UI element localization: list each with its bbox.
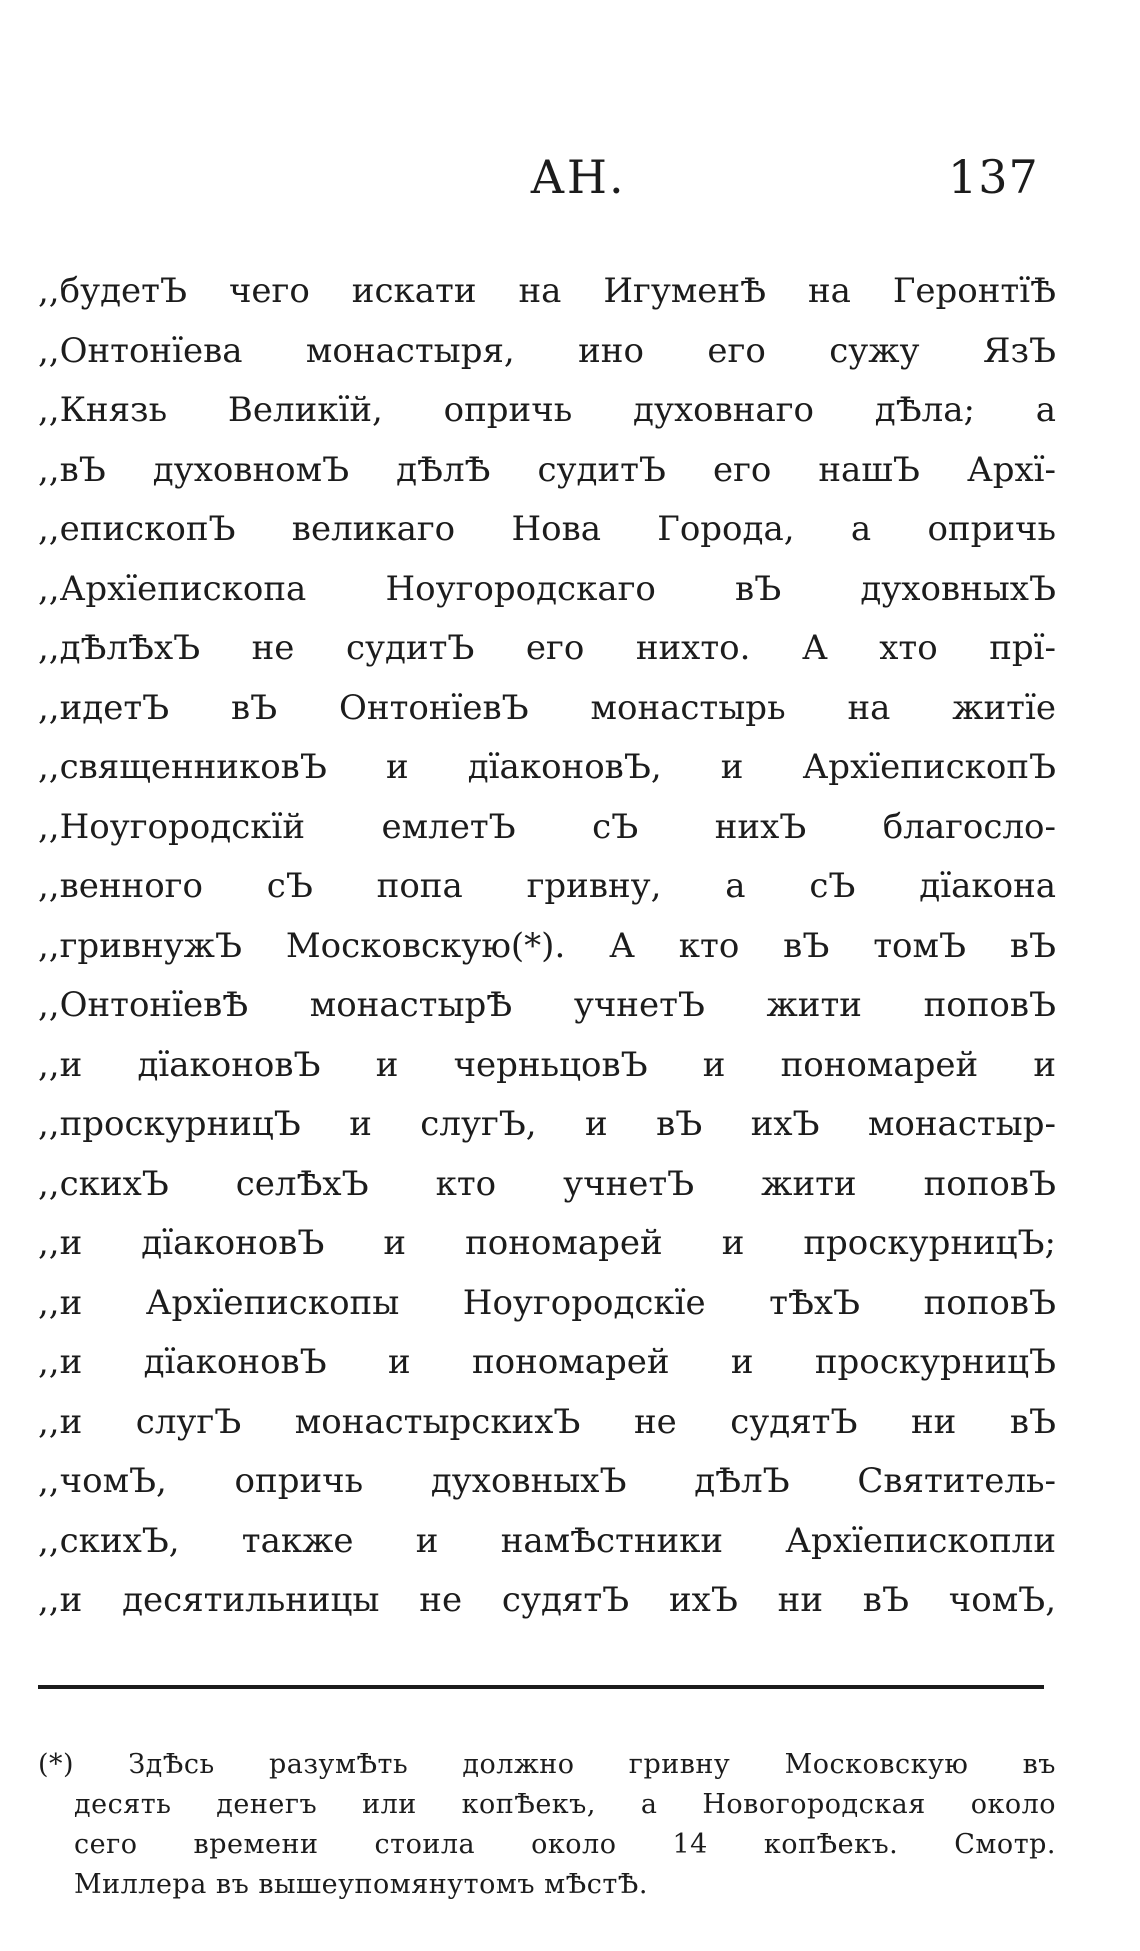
main-text	[38, 262, 1056, 1631]
running-header	[0, 150, 1140, 220]
footnote-separator-rule	[38, 1685, 1044, 1689]
text-line: ,,и слугЪ монастырскихЪ не судятЪ ни вЪ	[38, 1401, 1056, 1442]
text-line: ,,будетЪ чего искати на ИгуменѢ на ГеронтїѢ	[38, 271, 1056, 311]
page-number: 137	[948, 150, 1039, 204]
text-line: ,,Ноугородскїй емлетЪ сЪ нихЪ благосло-	[38, 806, 1056, 847]
text-line: ,,Князь Великїй, опричь духовнаго дѢла; а	[38, 390, 1056, 430]
text-line: ,,и дїаконовЪ и черньцовЪ и пономарей и	[38, 1044, 1056, 1085]
text-line: ,,и десятильницы не судятЪ ихЪ ни вЪ чомЪ,	[38, 1580, 1056, 1620]
text-line: ,,чомЪ, опричь духовныхЪ дѢлЪ Святитель-	[38, 1461, 1056, 1501]
footnote-line: сего времени стоила около 14 копѢекъ. Смотр.	[74, 1829, 1056, 1860]
text-line: ,,гривнужЪ Московскую(*). А кто вЪ томЪ вЪ	[38, 925, 1056, 966]
text-line: ,,и дїаконовЪ и пономарей и проскурницЪ;	[38, 1223, 1056, 1263]
text-line: ,,епископЪ великаго Нова Города, а опричь	[38, 509, 1056, 549]
text-line: ,,скихЪ селѢхЪ кто учнетЪ жити поповЪ	[38, 1163, 1056, 1204]
text-line: ,,Онтонїева монастыря, ино его сужу ЯзЪ	[38, 330, 1056, 371]
text-line: ,,и дїаконовЪ и пономарей и проскурницЪ	[38, 1342, 1056, 1382]
text-line: ,,вЪ духовномЪ дѢлѢ судитЪ его нашЪ Архї-	[38, 449, 1056, 490]
header-title: АН.	[530, 150, 626, 204]
text-line: ,,и Архїепископы Ноугородскїе тѢхЪ поповЪ	[38, 1282, 1056, 1323]
footnote-line: десять денегъ или копѢекъ, а Новогородская около	[74, 1789, 1056, 1820]
text-line: ,,проскурницЪ и слугЪ, и вЪ ихЪ монастыр-	[38, 1104, 1056, 1144]
footnote	[38, 1745, 1056, 1905]
text-line: ,,Архїепископа Ноугородскаго вЪ духовныхЪ	[38, 568, 1056, 609]
text-line: ,,священниковЪ и дїаконовЪ, и АрхїепископЪ	[38, 747, 1056, 787]
text-line: ,,идетЪ вЪ ОнтонїевЪ монастырь на житїе	[38, 687, 1056, 728]
text-line: ,,дѢлѢхЪ не судитЪ его нихто. А хто прї-	[38, 628, 1056, 668]
footnote-line: Миллера въ вышеупомянутомъ мѢстѢ.	[74, 1869, 648, 1900]
text-line: ,,ОнтонїевѢ монастырѢ учнетЪ жити поповЪ	[38, 985, 1056, 1025]
footnote-line: (*) ЗдѢсь разумѢть должно гривну Московскую въ	[38, 1749, 1056, 1780]
text-line: ,,венного сЪ попа гривну, а сЪ дїакона	[38, 866, 1056, 906]
text-line: ,,скихЪ, также и намѢстники Архїепископли	[38, 1520, 1056, 1561]
